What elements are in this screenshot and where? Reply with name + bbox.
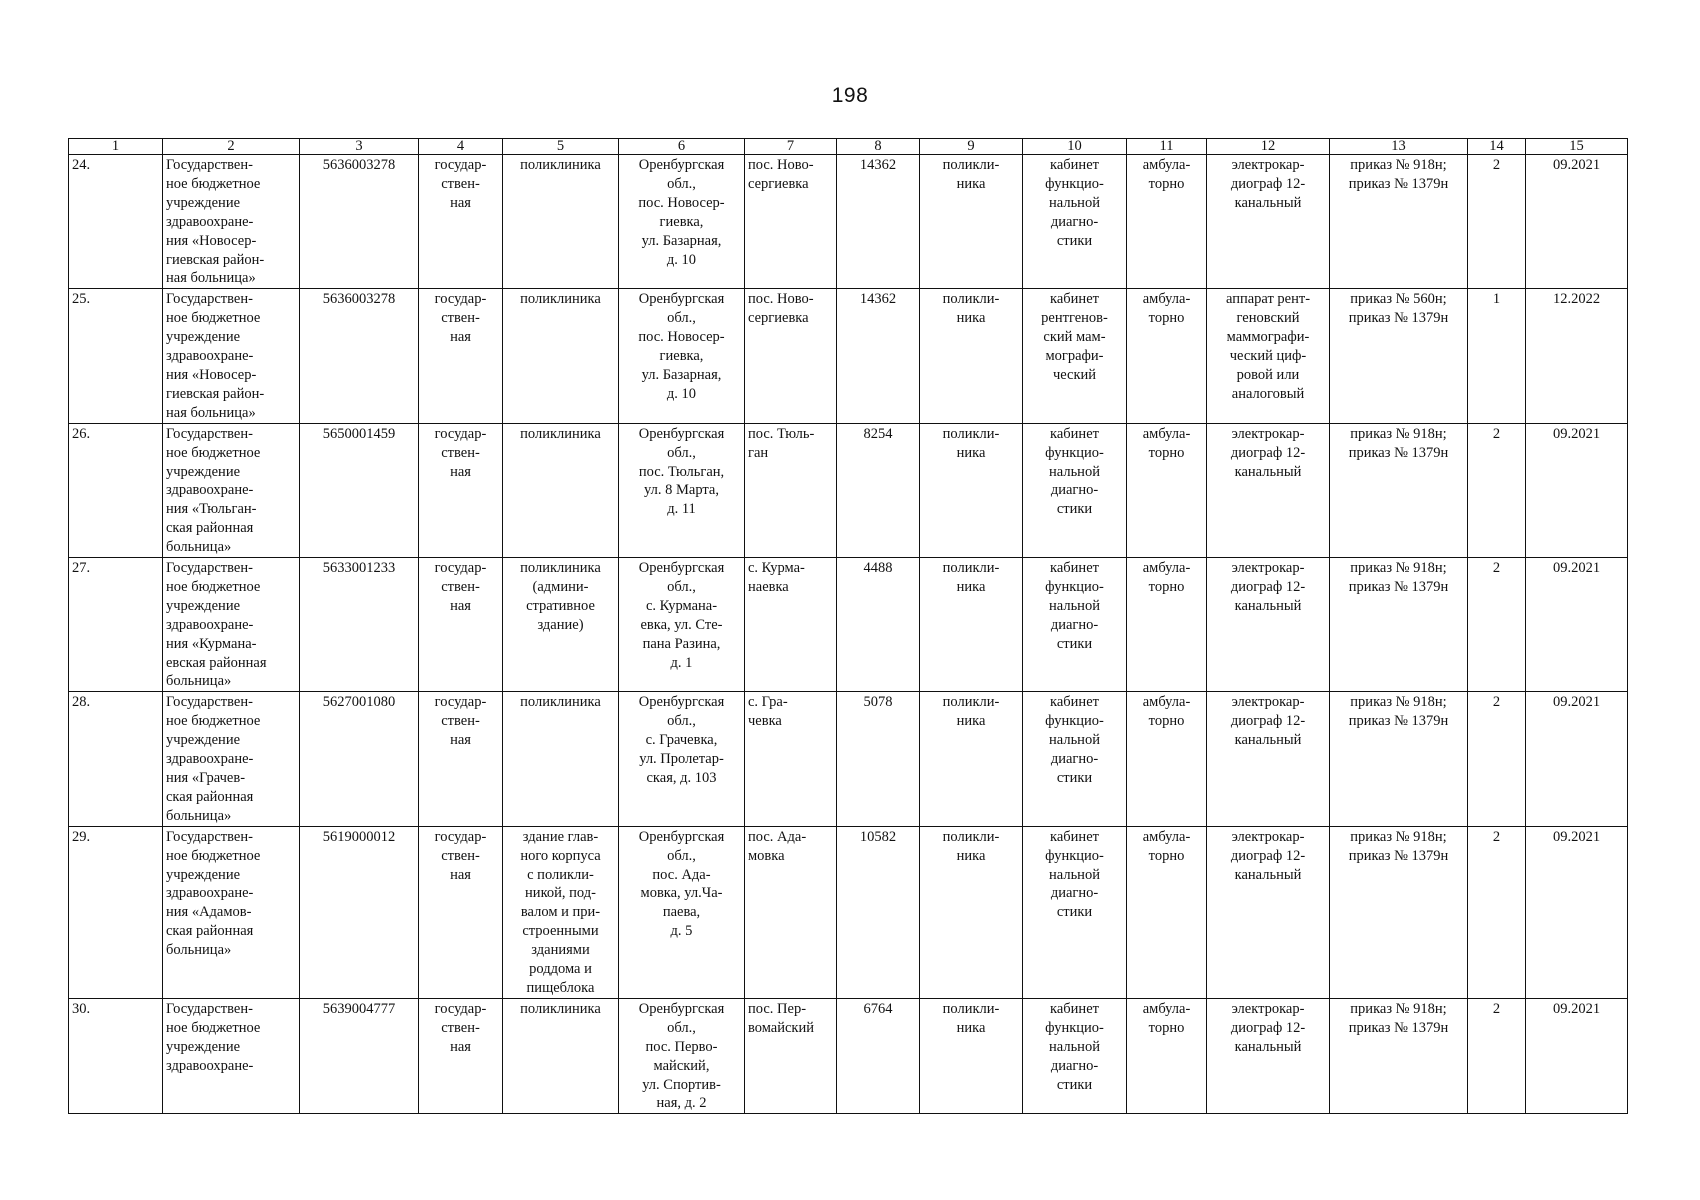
- unit-cell: поликли- ника: [920, 289, 1023, 423]
- organization-cell: Государствен- ное бюджетное учреждение здравоохране- ния «Грачев- ская районная больница»: [163, 692, 300, 826]
- date-cell: 09.2021: [1526, 155, 1628, 289]
- quantity-cell: 2: [1468, 998, 1526, 1113]
- order-cell: приказ № 918н; приказ № 1379н: [1330, 423, 1468, 557]
- date-cell: 09.2021: [1526, 826, 1628, 998]
- locality-cell: пос. Тюль- ган: [745, 423, 837, 557]
- equipment-registry-table: [68, 138, 1628, 1114]
- building-cell: поликлиника: [503, 998, 619, 1113]
- unit-cell: поликли- ника: [920, 155, 1023, 289]
- order-cell: приказ № 918н; приказ № 1379н: [1330, 826, 1468, 998]
- order-cell: приказ № 560н; приказ № 1379н: [1330, 289, 1468, 423]
- column-header: 8: [837, 139, 920, 155]
- population-cell: 14362: [837, 155, 920, 289]
- locality-cell: пос. Пер- вомайский: [745, 998, 837, 1113]
- order-cell: приказ № 918н; приказ № 1379н: [1330, 155, 1468, 289]
- equipment-cell: электрокар- диограф 12- канальный: [1207, 423, 1330, 557]
- population-cell: 10582: [837, 826, 920, 998]
- address-cell: Оренбургская обл., пос. Новосер- гиевка, ул. Базарная, д. 10: [619, 289, 745, 423]
- column-number-row: [69, 139, 1628, 155]
- organization-cell: Государствен- ное бюджетное учреждение здравоохране- ния «Адамов- ская районная больница»: [163, 826, 300, 998]
- population-cell: 4488: [837, 558, 920, 692]
- address-cell: Оренбургская обл., с. Грачевка, ул. Пролетар- ская, д. 103: [619, 692, 745, 826]
- equipment-cell: аппарат рент- геновский маммографи- ческий циф- ровой или аналоговый: [1207, 289, 1330, 423]
- organization-cell: Государствен- ное бюджетное учреждение здравоохране-: [163, 998, 300, 1113]
- column-header: 11: [1127, 139, 1207, 155]
- column-header: 14: [1468, 139, 1526, 155]
- care-type-cell: амбула- торно: [1127, 826, 1207, 998]
- page-number: 198: [831, 84, 869, 107]
- quantity-cell: 2: [1468, 692, 1526, 826]
- column-header: 9: [920, 139, 1023, 155]
- ownership-cell: государ- ствен- ная: [419, 423, 503, 557]
- building-cell: здание глав- ного корпуса с поликли- никой, под- валом и при- строенными зданиями роддома и пищеблока: [503, 826, 619, 998]
- column-header: 7: [745, 139, 837, 155]
- unit-cell: поликли- ника: [920, 692, 1023, 826]
- column-header: 3: [300, 139, 419, 155]
- room-cell: кабинет функцио- нальной диагно- стики: [1023, 826, 1127, 998]
- care-type-cell: амбула- торно: [1127, 289, 1207, 423]
- unit-cell: поликли- ника: [920, 998, 1023, 1113]
- inn-cell: 5627001080: [300, 692, 419, 826]
- table-row: [69, 423, 1628, 557]
- column-header: 13: [1330, 139, 1468, 155]
- building-cell: поликлиника: [503, 155, 619, 289]
- inn-cell: 5636003278: [300, 155, 419, 289]
- inn-cell: 5639004777: [300, 998, 419, 1113]
- unit-cell: поликли- ника: [920, 558, 1023, 692]
- locality-cell: пос. Ново- сергиевка: [745, 155, 837, 289]
- address-cell: Оренбургская обл., пос. Новосер- гиевка, ул. Базарная, д. 10: [619, 155, 745, 289]
- room-cell: кабинет рентгенов- ский мам- мографи- ческий: [1023, 289, 1127, 423]
- address-cell: Оренбургская обл., с. Курмана- евка, ул. Сте- пана Разина, д. 1: [619, 558, 745, 692]
- order-cell: приказ № 918н; приказ № 1379н: [1330, 558, 1468, 692]
- equipment-cell: электрокар- диограф 12- канальный: [1207, 998, 1330, 1113]
- row-number-cell: 29.: [69, 826, 163, 998]
- row-number-cell: 25.: [69, 289, 163, 423]
- quantity-cell: 1: [1468, 289, 1526, 423]
- date-cell: 09.2021: [1526, 423, 1628, 557]
- ownership-cell: государ- ствен- ная: [419, 692, 503, 826]
- row-number-cell: 24.: [69, 155, 163, 289]
- table-body: [69, 155, 1628, 1114]
- quantity-cell: 2: [1468, 558, 1526, 692]
- ownership-cell: государ- ствен- ная: [419, 155, 503, 289]
- date-cell: 12.2022: [1526, 289, 1628, 423]
- quantity-cell: 2: [1468, 155, 1526, 289]
- building-cell: поликлиника: [503, 423, 619, 557]
- locality-cell: с. Гра- чевка: [745, 692, 837, 826]
- building-cell: поликлиника: [503, 692, 619, 826]
- equipment-cell: электрокар- диограф 12- канальный: [1207, 826, 1330, 998]
- locality-cell: пос. Ада- мовка: [745, 826, 837, 998]
- table-row: [69, 155, 1628, 289]
- care-type-cell: амбула- торно: [1127, 558, 1207, 692]
- organization-cell: Государствен- ное бюджетное учреждение здравоохране- ния «Новосер- гиевская район- ная больница»: [163, 289, 300, 423]
- unit-cell: поликли- ника: [920, 423, 1023, 557]
- care-type-cell: амбула- торно: [1127, 423, 1207, 557]
- row-number-cell: 30.: [69, 998, 163, 1113]
- table-row: [69, 692, 1628, 826]
- column-header: 1: [69, 139, 163, 155]
- address-cell: Оренбургская обл., пос. Перво- майский, ул. Спортив- ная, д. 2: [619, 998, 745, 1113]
- locality-cell: с. Курма- наевка: [745, 558, 837, 692]
- room-cell: кабинет функцио- нальной диагно- стики: [1023, 692, 1127, 826]
- column-header: 15: [1526, 139, 1628, 155]
- population-cell: 5078: [837, 692, 920, 826]
- row-number-cell: 28.: [69, 692, 163, 826]
- room-cell: кабинет функцио- нальной диагно- стики: [1023, 558, 1127, 692]
- quantity-cell: 2: [1468, 826, 1526, 998]
- ownership-cell: государ- ствен- ная: [419, 289, 503, 423]
- column-header: 2: [163, 139, 300, 155]
- ownership-cell: государ- ствен- ная: [419, 826, 503, 998]
- population-cell: 6764: [837, 998, 920, 1113]
- equipment-cell: электрокар- диограф 12- канальный: [1207, 558, 1330, 692]
- organization-cell: Государствен- ное бюджетное учреждение здравоохране- ния «Новосер- гиевская район- ная больница»: [163, 155, 300, 289]
- equipment-cell: электрокар- диограф 12- канальный: [1207, 155, 1330, 289]
- inn-cell: 5636003278: [300, 289, 419, 423]
- room-cell: кабинет функцио- нальной диагно- стики: [1023, 155, 1127, 289]
- building-cell: поликлиника: [503, 289, 619, 423]
- room-cell: кабинет функцио- нальной диагно- стики: [1023, 423, 1127, 557]
- organization-cell: Государствен- ное бюджетное учреждение здравоохране- ния «Курмана- евская районная больница»: [163, 558, 300, 692]
- unit-cell: поликли- ника: [920, 826, 1023, 998]
- inn-cell: 5633001233: [300, 558, 419, 692]
- order-cell: приказ № 918н; приказ № 1379н: [1330, 692, 1468, 826]
- address-cell: Оренбургская обл., пос. Ада- мовка, ул.Ча- паева, д. 5: [619, 826, 745, 998]
- care-type-cell: амбула- торно: [1127, 155, 1207, 289]
- date-cell: 09.2021: [1526, 558, 1628, 692]
- population-cell: 8254: [837, 423, 920, 557]
- column-header: 4: [419, 139, 503, 155]
- building-cell: поликлиника (админи- стративное здание): [503, 558, 619, 692]
- table-row: [69, 998, 1628, 1113]
- table-row: [69, 289, 1628, 423]
- column-header: 6: [619, 139, 745, 155]
- quantity-cell: 2: [1468, 423, 1526, 557]
- locality-cell: пос. Ново- сергиевка: [745, 289, 837, 423]
- column-header: 12: [1207, 139, 1330, 155]
- organization-cell: Государствен- ное бюджетное учреждение здравоохране- ния «Тюльган- ская районная больница»: [163, 423, 300, 557]
- address-cell: Оренбургская обл., пос. Тюльган, ул. 8 Марта, д. 11: [619, 423, 745, 557]
- table-row: [69, 826, 1628, 998]
- inn-cell: 5619000012: [300, 826, 419, 998]
- equipment-cell: электрокар- диограф 12- канальный: [1207, 692, 1330, 826]
- ownership-cell: государ- ствен- ная: [419, 998, 503, 1113]
- care-type-cell: амбула- торно: [1127, 998, 1207, 1113]
- table-row: [69, 558, 1628, 692]
- column-header: 10: [1023, 139, 1127, 155]
- column-header: 5: [503, 139, 619, 155]
- order-cell: приказ № 918н; приказ № 1379н: [1330, 998, 1468, 1113]
- date-cell: 09.2021: [1526, 692, 1628, 826]
- ownership-cell: государ- ствен- ная: [419, 558, 503, 692]
- inn-cell: 5650001459: [300, 423, 419, 557]
- row-number-cell: 27.: [69, 558, 163, 692]
- row-number-cell: 26.: [69, 423, 163, 557]
- date-cell: 09.2021: [1526, 998, 1628, 1113]
- room-cell: кабинет функцио- нальной диагно- стики: [1023, 998, 1127, 1113]
- care-type-cell: амбула- торно: [1127, 692, 1207, 826]
- population-cell: 14362: [837, 289, 920, 423]
